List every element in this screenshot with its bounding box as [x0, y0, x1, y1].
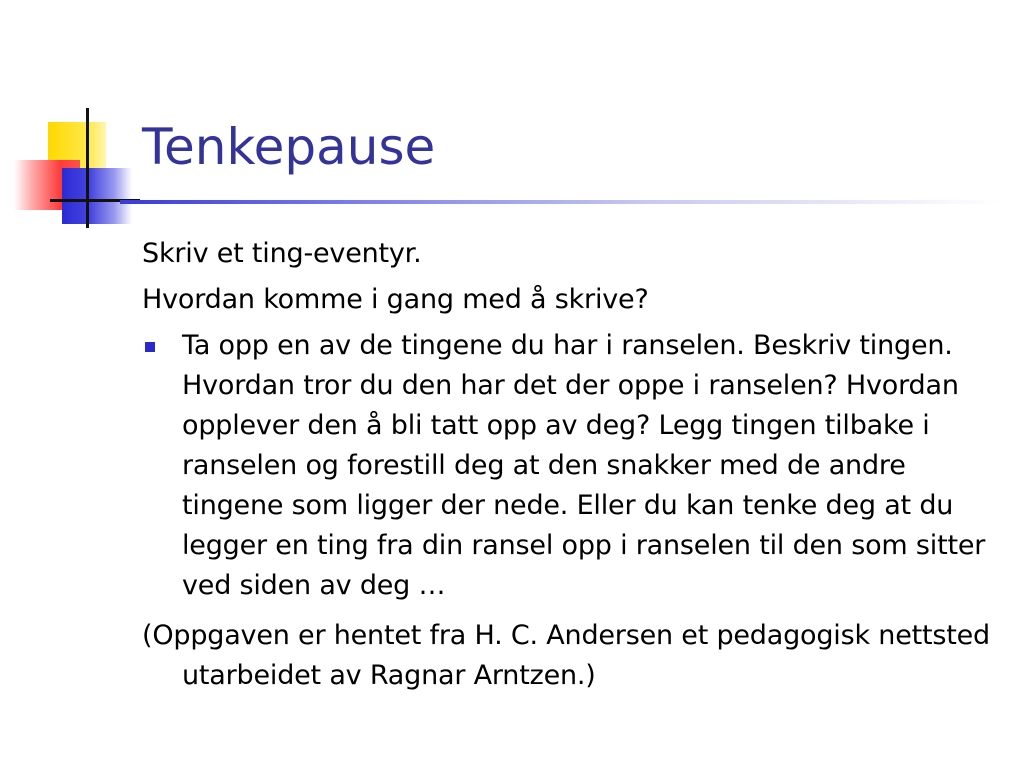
bullet-text: Ta opp en av de tingene du har i ranselen. Beskriv tingen. Hvordan tror du den har det der oppe i ranselen? Hvordan opplever den å bli tatt opp av deg? Legg tingen tilbake i ranselen og forestill deg at den snakker med de andre tingene som ligger der nede. Eller du kan tenke deg at du legger en ting fra din ransel opp i ranselen til den som sitter ved siden av deg …: [182, 330, 986, 601]
body-line-2: Hvordan komme i gang med å skrive?: [142, 284, 649, 315]
body-line-1: Skriv et ting-eventyr.: [142, 238, 422, 269]
square-bullet-icon: [145, 342, 155, 352]
slide-body: [142, 234, 992, 702]
slide-logo-decoration: [0, 0, 140, 240]
title-underline: [120, 200, 1000, 204]
source-note: (Oppgaven er hentet fra H. C. Andersen et pedagogisk nettsted utarbeidet av Ragnar Arntzen.): [142, 620, 990, 691]
logo-vertical-line: [86, 108, 89, 228]
logo-blue-square: [62, 168, 132, 224]
bullet-item: [142, 326, 992, 606]
slide-title: Tenkepause: [142, 118, 436, 176]
